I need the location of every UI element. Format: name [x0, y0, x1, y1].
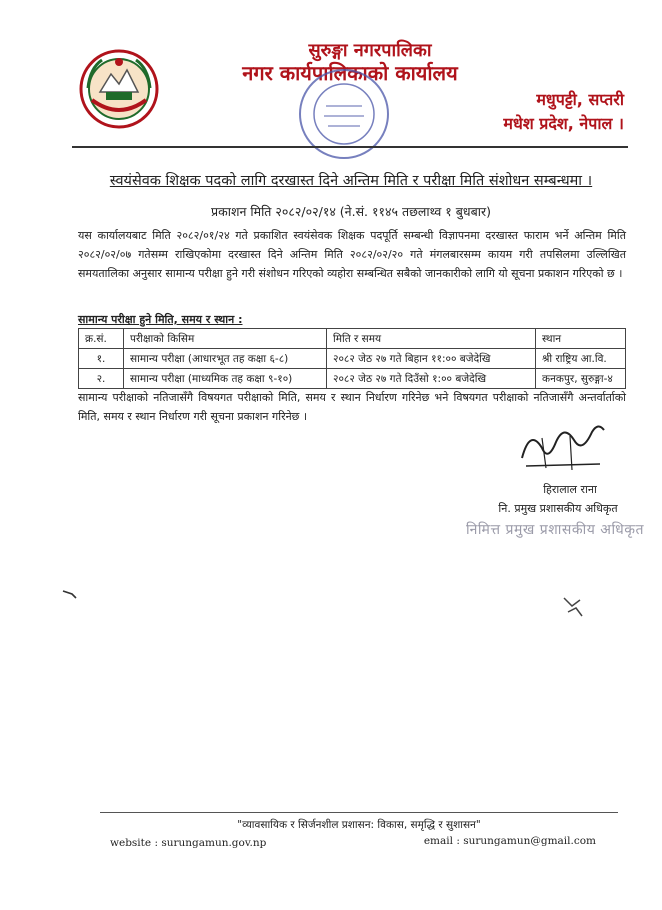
cell-serial: २. — [79, 369, 124, 389]
publication-date: प्रकाशन मिति २०८२/०२/१४ (ने.सं. ११४५ तछलाथ्व १ बुधबार) — [211, 204, 491, 219]
ink-mark-icon — [62, 588, 78, 600]
header-exam-type: परीक्षाको किसिम — [124, 329, 327, 349]
notice-closing-text: सामान्य परीक्षाको नतिजासँगै विषयगत परीक्षाको मिति, समय र स्थान निर्धारण गरिनेछ भने विषयगत परीक्षाको नतिजासँगै अन्तर्वार्ताको मिति, समय र स्थान निर्धारण गरी सूचना प्रकाशन गरिनेछ । — [78, 391, 626, 423]
header-venue: स्थान — [536, 329, 626, 349]
address-line-2: मधेश प्रदेश, नेपाल । — [503, 114, 624, 133]
office-address — [503, 88, 624, 136]
notice-subject: स्वयंसेवक शिक्षक पदको लागि दरखास्त दिने अन्तिम मिति र परीक्षा मिति संशोधन सम्बन्धमा । — [109, 173, 593, 189]
cell-date-time: २०८२ जेठ २७ गते दिउँसो १:०० बजेदेखि — [327, 369, 536, 389]
header-divider — [72, 146, 628, 148]
signatory-name: हिरालाल राना — [543, 483, 597, 496]
signature-icon — [512, 418, 612, 480]
footer-divider — [100, 812, 618, 813]
footer-email: email : surungamun@gmail.com — [423, 835, 596, 847]
schedule-table — [78, 328, 626, 389]
cell-exam-type: सामान्य परीक्षा (माध्यमिक तह कक्षा ९-१०) — [124, 369, 327, 389]
signatory-designation: नि. प्रमुख प्रशासकीय अधिकृत — [498, 502, 618, 515]
notice-body: यस कार्यालयबाट मिति २०८२/०१/२४ गते प्रकाशित स्वयंसेवक शिक्षक पदपूर्ति सम्बन्धी विज्ञापनमा दरखास्त फाराम भर्ने अन्तिम मिति २०८२/०२/०७ गतेसम्म राखिएकोमा दरखास्त दिने अन्तिम मिति २०८२/०२/२० गते मंगलबारसम्म कायम गरी तपसिलमा उल्लिखित समयतालिका अनुसार सामान्य परीक्षा हुने गरी संशोधन गरिएको व्यहोरा सम्बन्धित सबैको जानकारीको लागि यो सूचना प्रकाशन गरिएको छ । — [78, 229, 626, 280]
footer-website: website : surungamun.gov.np — [110, 837, 267, 849]
cell-date-time: २०८२ जेठ २७ गते बिहान ११:०० बजेदेखि — [327, 349, 536, 369]
footer-motto: "व्यावसायिक र सिर्जनशील प्रशासन: विकास, समृद्धि र सुशासन" — [237, 819, 481, 831]
table-row — [79, 369, 626, 389]
cell-serial: १. — [79, 349, 124, 369]
nepal-emblem-icon — [78, 48, 160, 130]
cell-exam-type: सामान्य परीक्षा (आधारभूत तह कक्षा ६-८) — [124, 349, 327, 369]
address-line-1: मधुपट्टी, सप्तरी — [536, 90, 624, 109]
header-date-time: मिति र समय — [327, 329, 536, 349]
ink-mark-icon — [558, 594, 586, 620]
header-serial: क्र.सं. — [79, 329, 124, 349]
designation-stamp: निमित्त प्रमुख प्रशासकीय अधिकृत — [466, 522, 644, 538]
table-header-row — [79, 329, 626, 349]
cell-venue: श्री राष्ट्रिय आ.वि. — [536, 349, 626, 369]
office-title: नगर कार्यपालिकाको कार्यालय — [242, 61, 458, 85]
municipality-name: सुरुङ्गा नगरपालिका — [308, 40, 432, 61]
cell-venue: कनकपुर, सुरुङ्गा-४ — [536, 369, 626, 389]
schedule-table-title: सामान्य परीक्षा हुने मिति, समय र स्थान : — [78, 313, 243, 326]
table-row — [79, 349, 626, 369]
